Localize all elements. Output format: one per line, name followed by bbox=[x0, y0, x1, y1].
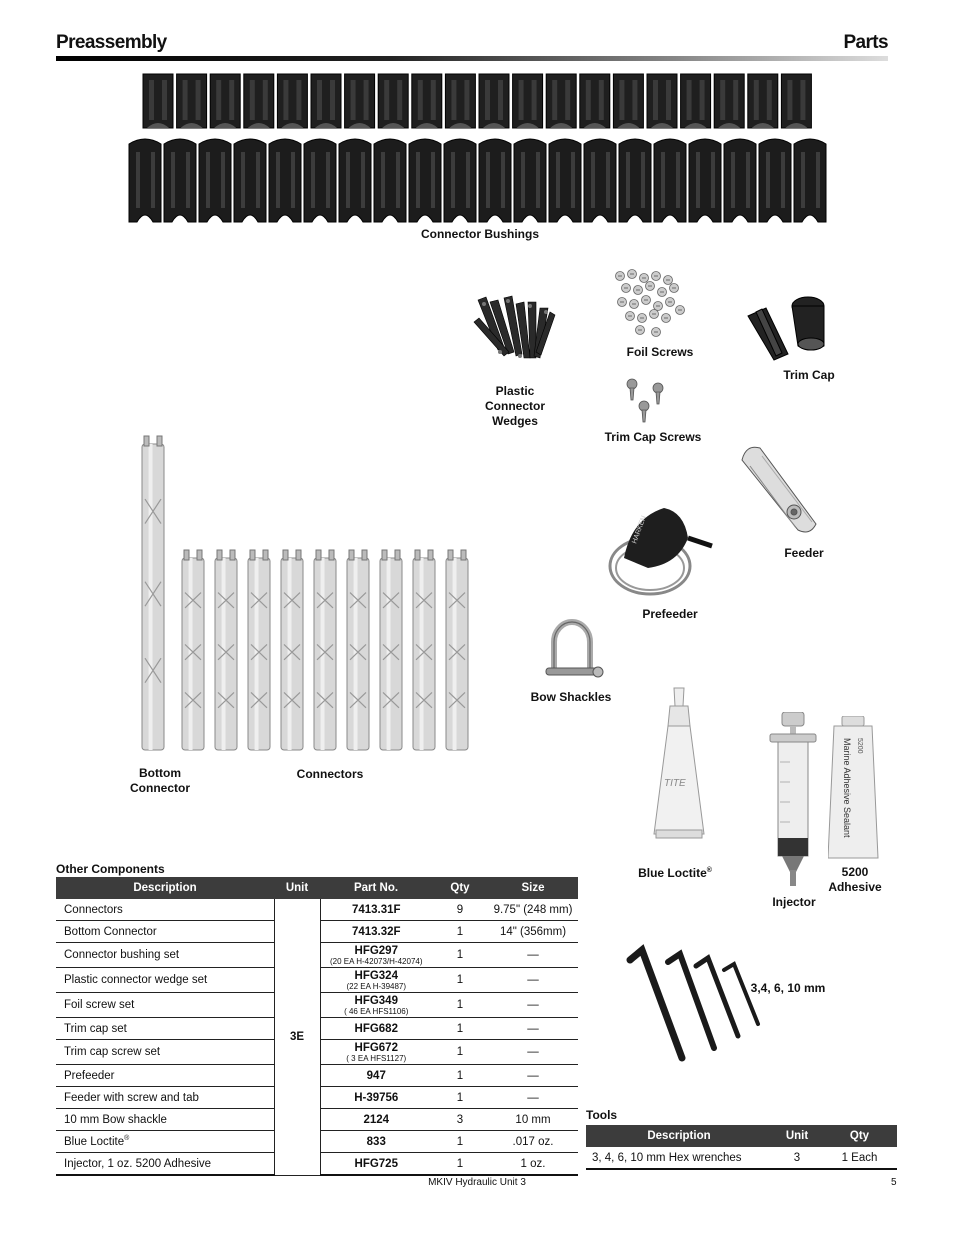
blue-loctite-image bbox=[650, 686, 708, 844]
part-number: HFG349 bbox=[354, 994, 398, 1007]
table-header-row bbox=[586, 1125, 897, 1147]
part-number-cell bbox=[320, 1040, 432, 1065]
footer-title: MKIV Hydraulic Unit 3 bbox=[428, 1177, 526, 1188]
page-title: Preassembly bbox=[56, 32, 167, 53]
page-number: 5 bbox=[891, 1177, 897, 1188]
trim-cap-screws-image bbox=[622, 378, 670, 424]
part-detail: (20 EA H-42073/H-42074) bbox=[330, 956, 423, 966]
caption-foil-screws: Foil Screws bbox=[626, 345, 694, 359]
caption-plastic-wedges bbox=[470, 384, 560, 429]
table-header-row bbox=[56, 877, 578, 899]
size: 10 mm bbox=[488, 1109, 578, 1131]
part-number-cell bbox=[320, 1109, 432, 1131]
caption-injector: Injector bbox=[772, 895, 816, 909]
size: 9.75" (248 mm) bbox=[488, 899, 578, 921]
component-description: Blue Loctite® bbox=[56, 1131, 274, 1153]
size: — bbox=[488, 1018, 578, 1040]
quantity: 1 bbox=[432, 1040, 488, 1065]
caption-prefeeder: Prefeeder bbox=[642, 607, 698, 621]
part-number-cell bbox=[320, 943, 432, 968]
component-description: Plastic connector wedge set bbox=[56, 968, 274, 993]
column-header: Unit bbox=[274, 877, 320, 899]
column-header: Unit bbox=[772, 1125, 822, 1147]
quantity: 1 bbox=[432, 1087, 488, 1109]
caption-line: Connector bbox=[130, 781, 190, 795]
table-row bbox=[56, 899, 578, 921]
caption-trim-cap: Trim Cap bbox=[783, 368, 835, 382]
quantity: 1 bbox=[432, 993, 488, 1018]
feeder-image bbox=[732, 440, 826, 536]
tool-qty: 1 Each bbox=[822, 1147, 897, 1169]
quantity: 3 bbox=[432, 1109, 488, 1131]
part-number: 833 bbox=[366, 1135, 386, 1148]
caption-line: Bottom bbox=[139, 766, 181, 780]
column-header: Description bbox=[586, 1125, 772, 1147]
part-detail: ( 3 EA HFS1127) bbox=[346, 1053, 407, 1063]
size: 14" (356mm) bbox=[488, 921, 578, 943]
caption-feeder: Feeder bbox=[784, 546, 824, 560]
size: — bbox=[488, 1065, 578, 1087]
part-number-cell bbox=[320, 1018, 432, 1040]
caption-line: Plastic bbox=[495, 384, 535, 398]
part-number-cell bbox=[320, 1131, 432, 1153]
quantity: 1 bbox=[432, 921, 488, 943]
part-number: 7413.32F bbox=[351, 925, 401, 938]
part-detail: ( 46 EA HFS1106) bbox=[344, 1006, 409, 1016]
component-description: 10 mm Bow shackle bbox=[56, 1109, 274, 1131]
caption-text: Blue Loctite bbox=[638, 866, 707, 880]
part-number: H-39756 bbox=[354, 1091, 399, 1104]
caption-hex-wrenches: 3,4, 6, 10 mm bbox=[750, 981, 826, 995]
size: .017 oz. bbox=[488, 1131, 578, 1153]
svg-text:TITE: TITE bbox=[664, 778, 686, 789]
registered-mark: ® bbox=[124, 1135, 130, 1143]
column-header: Size bbox=[488, 877, 578, 899]
part-number: 947 bbox=[366, 1069, 386, 1082]
prefeeder-image bbox=[602, 494, 722, 606]
part-number-cell bbox=[320, 993, 432, 1018]
injector-image bbox=[764, 712, 824, 890]
tool-description: 3, 4, 6, 10 mm Hex wrenches bbox=[586, 1147, 772, 1169]
part-number-cell bbox=[320, 921, 432, 943]
caption-line: 5200 bbox=[841, 865, 869, 879]
svg-text:5200: 5200 bbox=[856, 738, 863, 754]
table-row bbox=[586, 1147, 897, 1169]
part-number-cell bbox=[320, 1087, 432, 1109]
header-rule bbox=[56, 56, 888, 61]
hex-wrenches-image bbox=[624, 940, 774, 1068]
caption-line: Wedges bbox=[492, 414, 538, 428]
column-header: Part No. bbox=[320, 877, 432, 899]
part-number: 7413.31F bbox=[351, 903, 401, 916]
plastic-wedges-image bbox=[470, 292, 562, 370]
part-number-cell bbox=[320, 899, 432, 921]
caption-blue-loctite bbox=[630, 863, 720, 881]
trim-cap-image bbox=[742, 292, 842, 362]
tool-unit: 3 bbox=[772, 1147, 822, 1169]
svg-text:HARKEN: HARKEN bbox=[631, 514, 648, 545]
quantity: 9 bbox=[432, 899, 488, 921]
part-number: HFG672 bbox=[354, 1041, 398, 1054]
other-components-table bbox=[56, 877, 578, 1176]
column-header: Description bbox=[56, 877, 274, 899]
component-description: Bottom Connector bbox=[56, 921, 274, 943]
size: — bbox=[488, 943, 578, 968]
quantity: 1 bbox=[432, 1131, 488, 1153]
component-description: Feeder with screw and tab bbox=[56, 1087, 274, 1109]
component-description: Foil screw set bbox=[56, 993, 274, 1018]
part-number: 2124 bbox=[363, 1113, 390, 1126]
part-number: HFG725 bbox=[354, 1157, 398, 1170]
part-number: HFG324 bbox=[354, 969, 398, 982]
svg-text:Marine Adhesive Sealant: Marine Adhesive Sealant bbox=[842, 738, 852, 838]
quantity: 1 bbox=[432, 1065, 488, 1087]
column-header: Qty bbox=[432, 877, 488, 899]
part-number: HFG682 bbox=[354, 1022, 398, 1035]
caption-trim-cap-screws: Trim Cap Screws bbox=[604, 430, 702, 444]
part-detail: (22 EA H-39487) bbox=[346, 981, 407, 991]
connectors-image bbox=[136, 432, 476, 764]
caption-line: Connector bbox=[485, 399, 545, 413]
component-description: Injector, 1 oz. 5200 Adhesive bbox=[56, 1153, 274, 1176]
section-title: Parts bbox=[843, 32, 888, 53]
caption-connector-bushings: Connector Bushings bbox=[420, 227, 539, 241]
part-number-cell bbox=[320, 1065, 432, 1087]
quantity: 1 bbox=[432, 968, 488, 993]
adhesive-image bbox=[828, 716, 884, 862]
component-description: Prefeeder bbox=[56, 1065, 274, 1087]
component-description: Connectors bbox=[56, 899, 274, 921]
registered-mark: ® bbox=[706, 867, 712, 874]
tools-title: Tools bbox=[586, 1108, 618, 1122]
size: — bbox=[488, 1087, 578, 1109]
part-number-cell bbox=[320, 968, 432, 993]
other-components-title: Other Components bbox=[56, 862, 165, 876]
caption-connectors: Connectors bbox=[296, 767, 364, 781]
part-number: HFG297 bbox=[354, 944, 398, 957]
component-description: Connector bushing set bbox=[56, 943, 274, 968]
unit-cell: 3E bbox=[274, 899, 320, 1175]
size: — bbox=[488, 993, 578, 1018]
part-number-cell bbox=[320, 1153, 432, 1176]
foil-screws-image bbox=[610, 268, 694, 340]
quantity: 1 bbox=[432, 1153, 488, 1176]
connector-bushings-image bbox=[127, 70, 837, 225]
column-header: Qty bbox=[822, 1125, 897, 1147]
size: 1 oz. bbox=[488, 1153, 578, 1176]
quantity: 1 bbox=[432, 1018, 488, 1040]
caption-bottom-connector bbox=[120, 766, 200, 796]
tools-table bbox=[586, 1125, 897, 1170]
size: — bbox=[488, 968, 578, 993]
component-description: Trim cap set bbox=[56, 1018, 274, 1040]
size: — bbox=[488, 1040, 578, 1065]
caption-bow-shackles: Bow Shackles bbox=[530, 690, 612, 704]
quantity: 1 bbox=[432, 943, 488, 968]
bow-shackle-image bbox=[536, 612, 608, 684]
caption-line: Adhesive bbox=[828, 880, 882, 894]
caption-adhesive bbox=[822, 865, 888, 895]
component-description: Trim cap screw set bbox=[56, 1040, 274, 1065]
